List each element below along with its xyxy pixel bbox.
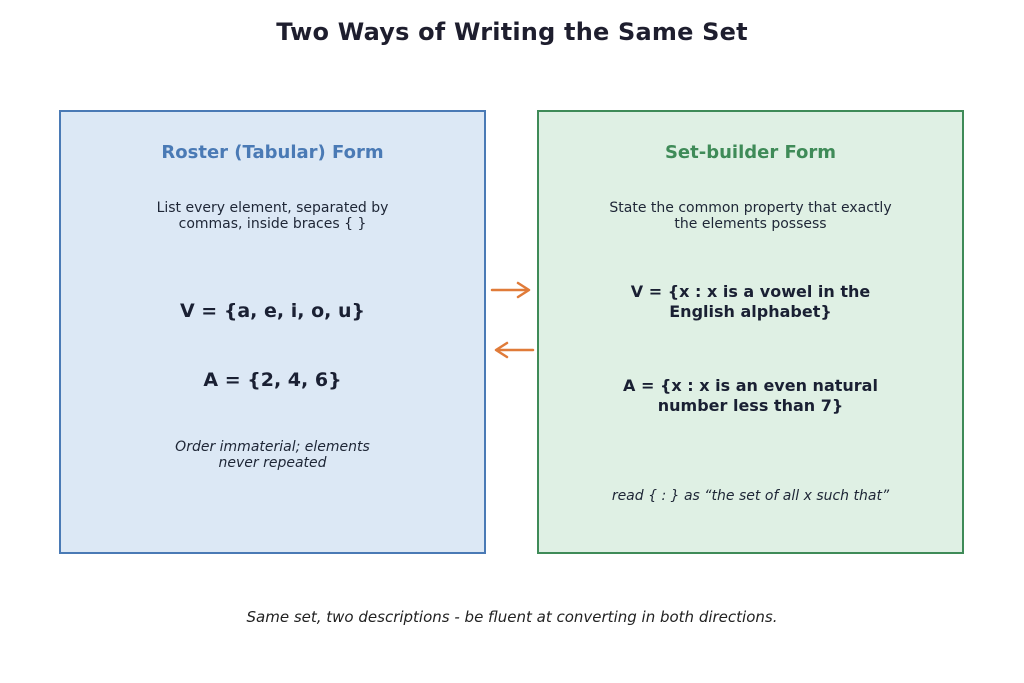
- set-builder-description: State the common property that exactly the elements possess: [609, 200, 892, 232]
- roster-example-vowels: V = {a, e, i, o, u}: [179, 300, 366, 322]
- set-builder-heading: Set-builder Form: [664, 142, 837, 163]
- roster-example-evens: A = {2, 4, 6}: [203, 369, 342, 391]
- set-builder-example-vowels: V = {x : x is a vowel in the English alphabet}: [630, 282, 871, 321]
- set-builder-example-evens: A = {x : x is an even natural number less than 7}: [623, 376, 878, 415]
- diagram-title: Two Ways of Writing the Same Set: [276, 18, 748, 46]
- roster-description: List every element, separated by commas, inside braces { }: [156, 200, 389, 232]
- set-builder-panel: [537, 110, 964, 554]
- arrow-right-icon: [490, 280, 534, 300]
- arrow-left-icon: [491, 340, 535, 360]
- roster-note: Order immaterial; elements never repeated: [175, 439, 370, 471]
- footer-caption: Same set, two descriptions - be fluent at converting in both directions.: [246, 608, 778, 626]
- roster-panel: [59, 110, 486, 554]
- set-builder-note: read { : } as “the set of all x such that”: [611, 488, 890, 504]
- roster-heading: Roster (Tabular) Form: [161, 142, 384, 163]
